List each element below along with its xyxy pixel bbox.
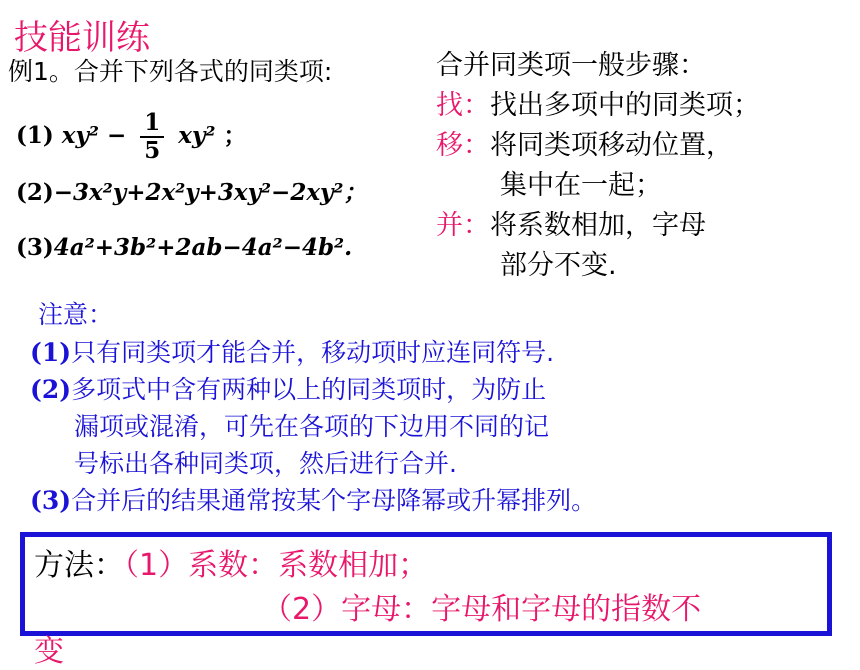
problem-2 xyxy=(16,174,366,207)
note-1 xyxy=(30,334,596,371)
note-3-text: 合并后的结果通常按某个字母降幂或升幂排列。 xyxy=(71,486,597,515)
problem-1 xyxy=(16,110,246,164)
notes-list xyxy=(30,334,596,519)
problem-3-expression: 4a²+3b²+2ab−4a²−4b². xyxy=(53,234,353,261)
step-combine-continued: 部分不变. xyxy=(500,250,617,281)
note-3 xyxy=(30,482,596,519)
step-combine-key: 并： xyxy=(436,210,490,241)
note-1-text: 只有同类项才能合并，移动项时应连同符号. xyxy=(71,338,555,367)
notes-heading: 注意： xyxy=(38,300,114,329)
problem-3 xyxy=(16,234,352,261)
problem-1-minus: − xyxy=(106,122,127,149)
example-label: 例1。合并下列各式的同类项: xyxy=(8,57,333,86)
step-move-continued: 集中在一起； xyxy=(500,170,662,201)
problem-1-fraction xyxy=(140,110,164,164)
note-3-number: (3) xyxy=(30,486,72,515)
method-line-1 xyxy=(34,540,428,584)
step-find-key: 找： xyxy=(436,90,490,121)
fraction-denominator: 5 xyxy=(144,137,161,164)
step-move-key: 移： xyxy=(436,130,490,161)
problem-3-number: (3) xyxy=(16,234,54,261)
step-find xyxy=(436,86,760,126)
problem-2-expression: −3x²y+2x²y+3xy²−2xy²； xyxy=(53,179,367,206)
fraction-numerator: 1 xyxy=(140,110,164,138)
method-overflow: 变 xyxy=(34,634,64,669)
problem-1-term-a: xy² xyxy=(61,122,99,149)
note-2-number: (2) xyxy=(30,375,72,404)
steps-heading: 合并同类项一般步骤： xyxy=(436,50,706,81)
step-combine xyxy=(436,206,760,246)
method-letters: （2）字母：字母和字母的指数不 xyxy=(262,592,702,627)
step-combine-text: 将系数相加，字母 xyxy=(490,210,706,241)
problem-1-end: ； xyxy=(223,122,247,149)
slide-title: 技能训练 xyxy=(14,18,150,58)
steps-panel xyxy=(436,46,760,286)
note-2-text: 多项式中含有两种以上的同类项时，为防止 xyxy=(71,375,547,404)
step-move-text: 将同类项移动位置， xyxy=(490,130,733,161)
problem-1-number: (1) xyxy=(16,122,54,149)
method-coefficient: （1）系数：系数相加； xyxy=(124,548,429,583)
problem-2-number: (2) xyxy=(16,179,54,206)
note-1-number: (1) xyxy=(30,338,72,367)
note-2-line-3: 号标出各种同类项，然后进行合并. xyxy=(74,449,457,478)
problem-1-term-b: xy² xyxy=(178,122,216,149)
note-2-line-2: 漏项或混淆，可先在各项的下边用不同的记 xyxy=(74,412,550,441)
step-find-text: 找出多项中的同类项； xyxy=(490,90,760,121)
note-2 xyxy=(30,371,596,408)
method-label: 方法： xyxy=(34,548,124,583)
step-move xyxy=(436,126,760,166)
